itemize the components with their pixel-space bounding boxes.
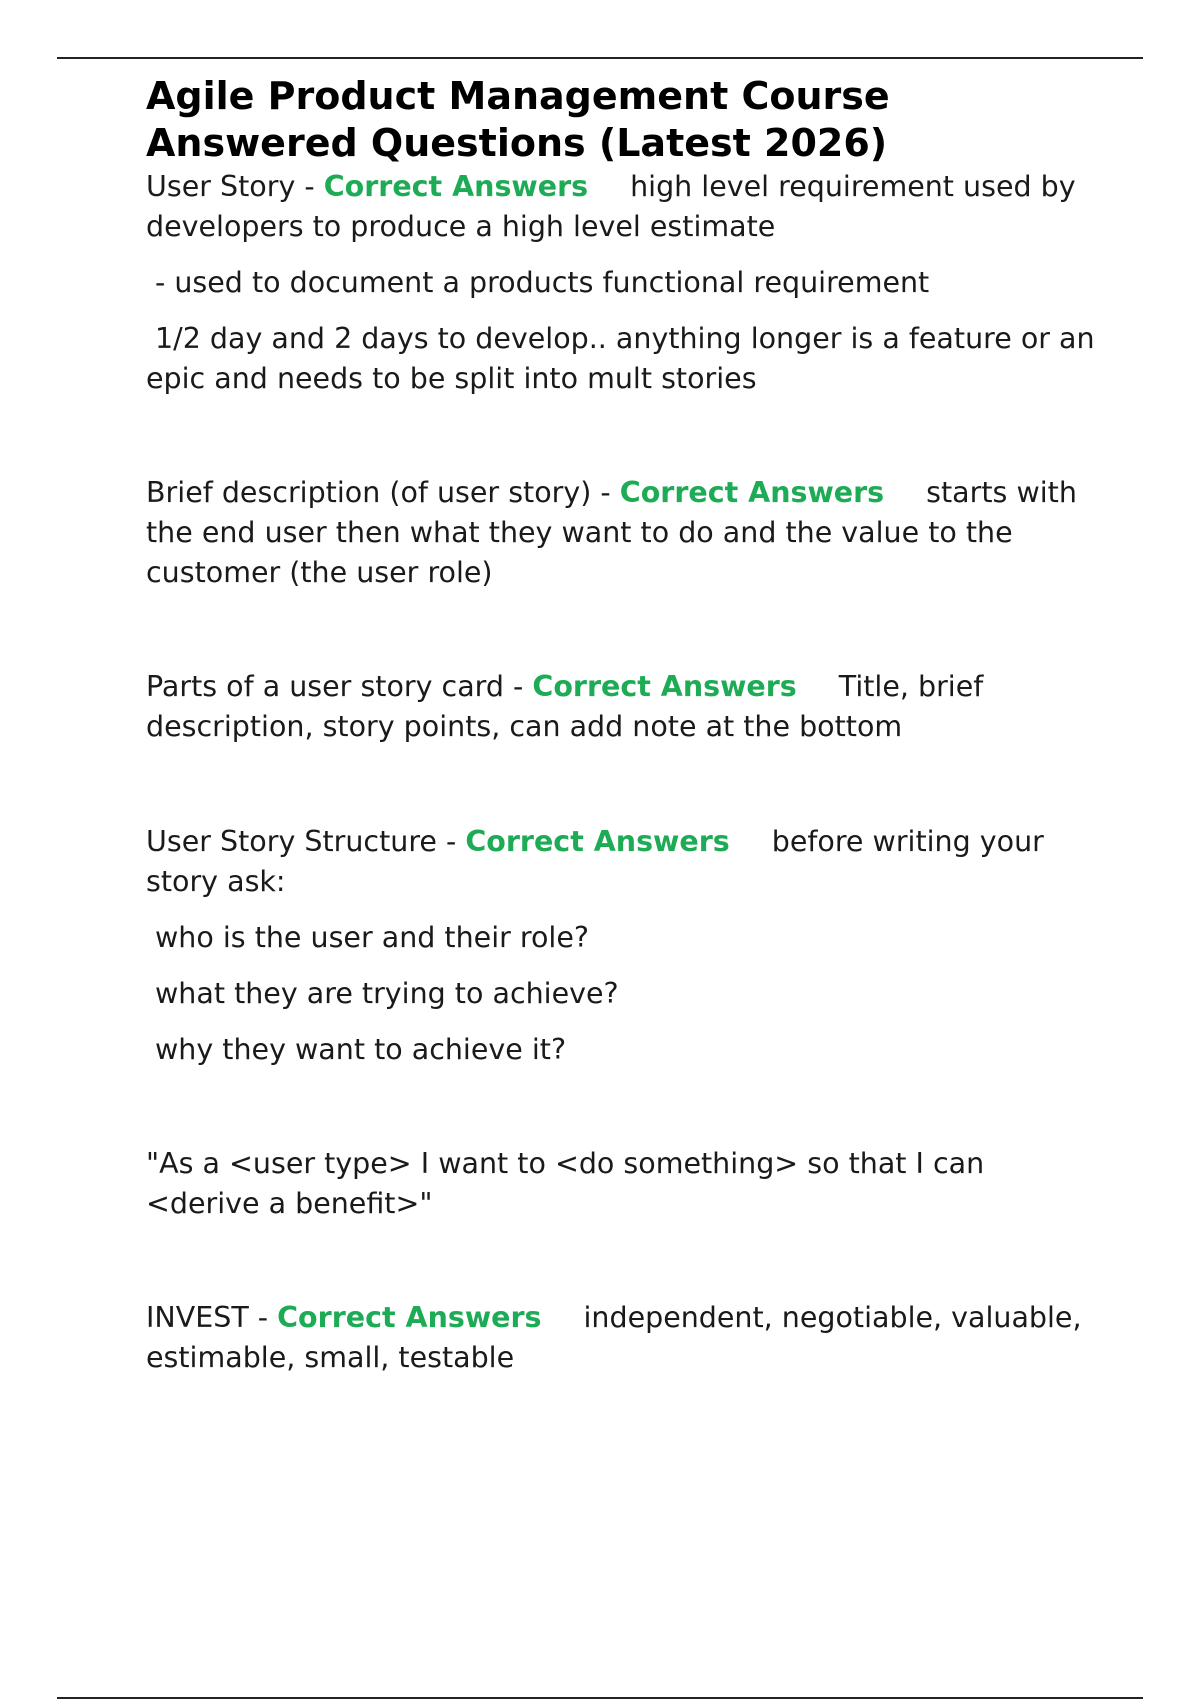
correct-answers-label: Correct Answers — [619, 476, 885, 509]
term-parts-of-card: Parts of a user story card - — [146, 670, 533, 703]
entry-structure-template — [146, 1144, 1106, 1224]
entry-user-story — [146, 167, 1106, 399]
entry-invest — [146, 1298, 1106, 1378]
correct-answers-label: Correct Answers — [323, 170, 589, 203]
entry-parts-of-card — [146, 667, 1106, 747]
entry-structure — [146, 822, 1106, 1070]
answer-brief-description: starts with the end user then what they want to do and the value to the customer (the user role) — [146, 476, 1077, 589]
entry-brief-description — [146, 473, 1106, 593]
title-line-2: Answered Questions (Latest 2026) — [146, 121, 888, 165]
top-rule — [57, 57, 1143, 59]
user-story-template: "As a <user type> I want to <do something> so that I can <derive a benefit>" — [146, 1147, 985, 1220]
answer-invest: independent, negotiable, valuable, estimable, small, testable — [146, 1301, 1082, 1374]
term-structure: User Story Structure - — [146, 825, 466, 858]
document-title — [146, 73, 1106, 167]
answer-structure-1: before writing your story ask: — [146, 825, 1044, 898]
answer-user-story-2: - used to document a products functional requirement — [155, 266, 930, 299]
title-line-1: Agile Product Management Course — [146, 74, 890, 118]
answer-structure-2: who is the user and their role? — [155, 921, 589, 954]
term-invest: INVEST - — [146, 1301, 278, 1334]
bottom-rule — [57, 1697, 1143, 1699]
answer-user-story-1: high level requirement used by developers to produce a high level estimate — [146, 170, 1076, 243]
correct-answers-label: Correct Answers — [465, 825, 730, 858]
answer-structure-4: why they want to achieve it? — [155, 1033, 567, 1066]
answer-parts-of-card: Title, brief description, story points, can add note at the bottom — [146, 670, 984, 743]
answer-user-story-3: 1/2 day and 2 days to develop.. anything longer is a feature or an epic and needs to be split into mult stories — [146, 322, 1095, 395]
term-brief-description: Brief description (of user story) - — [146, 476, 620, 509]
correct-answers-label: Correct Answers — [532, 670, 797, 703]
answer-structure-3: what they are trying to achieve? — [155, 977, 619, 1010]
correct-answers-label: Correct Answers — [277, 1301, 542, 1334]
term-user-story: User Story - — [146, 170, 324, 203]
document-body — [146, 73, 1106, 1378]
